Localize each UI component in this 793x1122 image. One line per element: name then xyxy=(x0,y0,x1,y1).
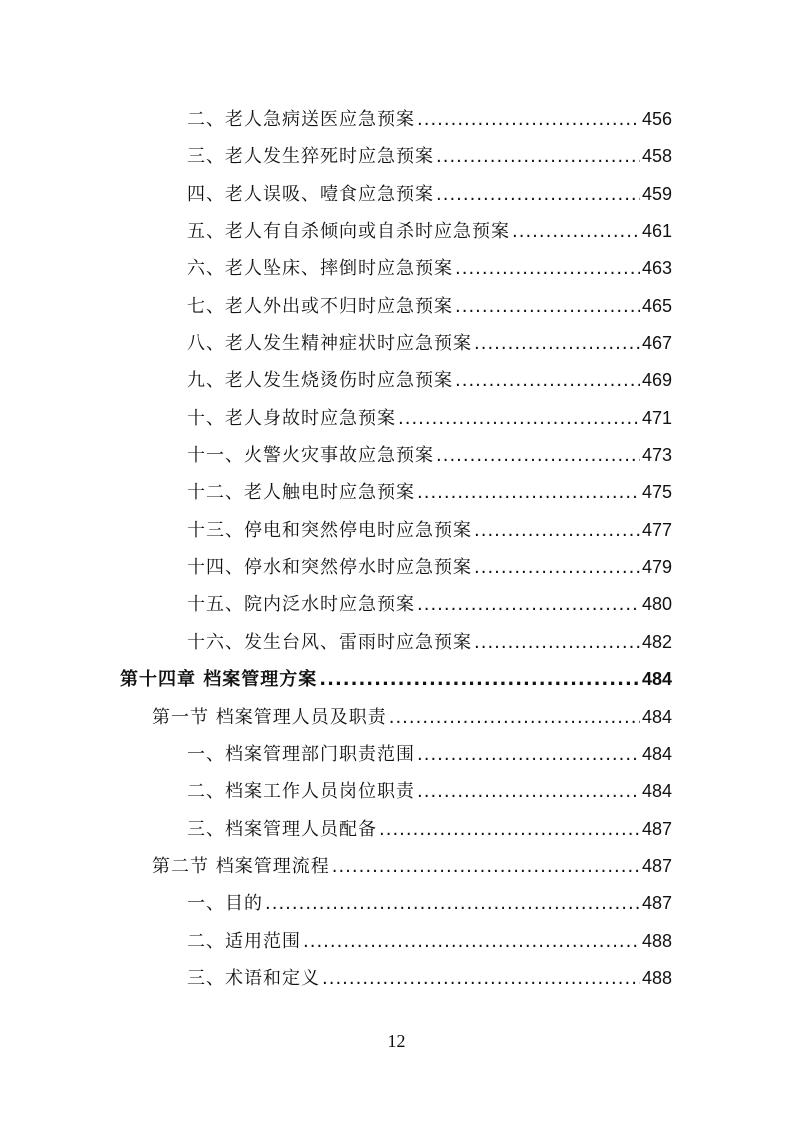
toc-entry[interactable] xyxy=(120,549,672,586)
toc-entry-page: 479 xyxy=(641,557,672,578)
toc-entry[interactable] xyxy=(120,362,672,399)
toc-entry-title: 十三、停电和突然停电时应急预案 xyxy=(187,519,472,541)
toc-entry-page: 477 xyxy=(641,519,672,540)
dot-leader xyxy=(474,512,640,549)
toc-entry[interactable] xyxy=(120,400,672,437)
toc-entry[interactable] xyxy=(120,138,672,175)
dot-leader xyxy=(474,624,640,661)
toc-entry-page: 465 xyxy=(641,295,672,316)
toc-entry[interactable] xyxy=(120,474,672,511)
toc-entry-title: 十四、停水和突然停水时应急预案 xyxy=(187,557,472,579)
toc-entry[interactable] xyxy=(120,624,672,661)
dot-leader xyxy=(455,288,640,325)
toc-section-entry[interactable] xyxy=(120,699,672,736)
toc-entry-page: 484 xyxy=(641,781,672,802)
toc-entry[interactable] xyxy=(120,885,672,922)
toc-entry-page: 488 xyxy=(641,930,672,951)
toc-entry-title: 十二、老人触电时应急预案 xyxy=(187,482,415,504)
toc-entry[interactable] xyxy=(120,736,672,773)
dot-leader xyxy=(455,250,640,287)
toc-chapter-entry[interactable] xyxy=(120,661,672,698)
toc-entry-page: 482 xyxy=(641,631,672,652)
dot-leader xyxy=(436,437,640,474)
toc-entry-page: 469 xyxy=(641,370,672,391)
toc-entry-page: 458 xyxy=(641,146,672,167)
toc-entry-title: 二、适用范围 xyxy=(187,930,301,952)
toc-entry-page: 467 xyxy=(641,333,672,354)
toc-section-entry[interactable] xyxy=(120,848,672,885)
toc-entry-title: 十六、发生台风、雷雨时应急预案 xyxy=(187,631,472,653)
dot-leader xyxy=(265,885,640,922)
dot-leader xyxy=(436,138,640,175)
toc-entry[interactable] xyxy=(120,586,672,623)
toc-entry-title: 七、老人外出或不归时应急预案 xyxy=(187,295,453,317)
toc-entry-title: 八、老人发生精神症状时应急预案 xyxy=(187,333,472,355)
toc-entry[interactable] xyxy=(120,437,672,474)
toc-entry[interactable] xyxy=(120,923,672,960)
toc-entry-page: 487 xyxy=(641,893,672,914)
toc-entry-page: 473 xyxy=(641,445,672,466)
toc-entry-page: 487 xyxy=(641,855,672,876)
dot-leader xyxy=(417,736,640,773)
dot-leader xyxy=(417,586,640,623)
toc-entry[interactable] xyxy=(120,101,672,138)
table-of-contents xyxy=(120,101,672,997)
toc-entry-title: 十、老人身故时应急预案 xyxy=(187,407,396,429)
toc-entry-title: 一、档案管理部门职责范围 xyxy=(187,743,415,765)
dot-leader xyxy=(474,549,640,586)
toc-entry-title: 二、老人急病送医应急预案 xyxy=(187,109,415,130)
toc-entry-page: 461 xyxy=(641,221,672,242)
dot-leader xyxy=(303,923,640,960)
dot-leader xyxy=(322,960,640,997)
toc-entry[interactable] xyxy=(120,213,672,250)
toc-entry-page: 456 xyxy=(641,109,672,129)
toc-entry[interactable] xyxy=(120,325,672,362)
toc-entry-page: 484 xyxy=(641,669,672,690)
dot-leader xyxy=(389,699,640,736)
toc-entry-title: 三、档案管理人员配备 xyxy=(187,818,377,840)
page-number: 12 xyxy=(387,1031,406,1051)
toc-entry-page: 484 xyxy=(641,706,672,727)
dot-leader xyxy=(398,400,640,437)
toc-entry-title: 十五、院内泛水时应急预案 xyxy=(187,594,415,616)
dot-leader xyxy=(512,213,640,250)
toc-entry-title: 第二节 档案管理流程 xyxy=(152,855,330,877)
toc-entry-title: 二、档案工作人员岗位职责 xyxy=(187,781,415,803)
dot-leader xyxy=(455,362,640,399)
toc-entry-title: 十一、火警火灾事故应急预案 xyxy=(187,445,434,467)
dot-leader xyxy=(332,848,640,885)
toc-entry[interactable] xyxy=(120,176,672,213)
toc-entry-title: 第一节 档案管理人员及职责 xyxy=(152,706,387,728)
toc-entry[interactable] xyxy=(120,250,672,287)
toc-entry-title: 六、老人坠床、摔倒时应急预案 xyxy=(187,258,453,280)
toc-entry-page: 488 xyxy=(641,967,672,988)
toc-entry[interactable] xyxy=(120,811,672,848)
dot-leader xyxy=(417,474,640,511)
toc-entry-page: 487 xyxy=(641,818,672,839)
dot-leader xyxy=(436,176,640,213)
toc-entry-page: 484 xyxy=(641,743,672,764)
toc-entry-title: 四、老人误吸、噎食应急预案 xyxy=(187,183,434,205)
toc-entry[interactable] xyxy=(120,773,672,810)
toc-entry-title: 一、目的 xyxy=(187,893,263,915)
dot-leader xyxy=(319,661,640,698)
toc-entry[interactable] xyxy=(120,512,672,549)
toc-entry-page: 475 xyxy=(641,482,672,503)
toc-entry-title: 第十四章 档案管理方案 xyxy=(120,669,318,691)
toc-entry-page: 471 xyxy=(641,407,672,428)
dot-leader xyxy=(379,811,640,848)
dot-leader xyxy=(417,101,640,138)
toc-entry[interactable] xyxy=(120,288,672,325)
toc-entry-title: 三、老人发生猝死时应急预案 xyxy=(187,146,434,168)
toc-entry-title: 五、老人有自杀倾向或自杀时应急预案 xyxy=(187,221,510,243)
toc-entry-title: 三、术语和定义 xyxy=(187,967,320,989)
dot-leader xyxy=(474,325,640,362)
toc-entry[interactable] xyxy=(120,960,672,997)
toc-entry-page: 480 xyxy=(641,594,672,615)
toc-entry-page: 463 xyxy=(641,258,672,279)
toc-entry-title: 九、老人发生烧烫伤时应急预案 xyxy=(187,370,453,392)
toc-entry-page: 459 xyxy=(641,183,672,204)
dot-leader xyxy=(417,773,640,810)
